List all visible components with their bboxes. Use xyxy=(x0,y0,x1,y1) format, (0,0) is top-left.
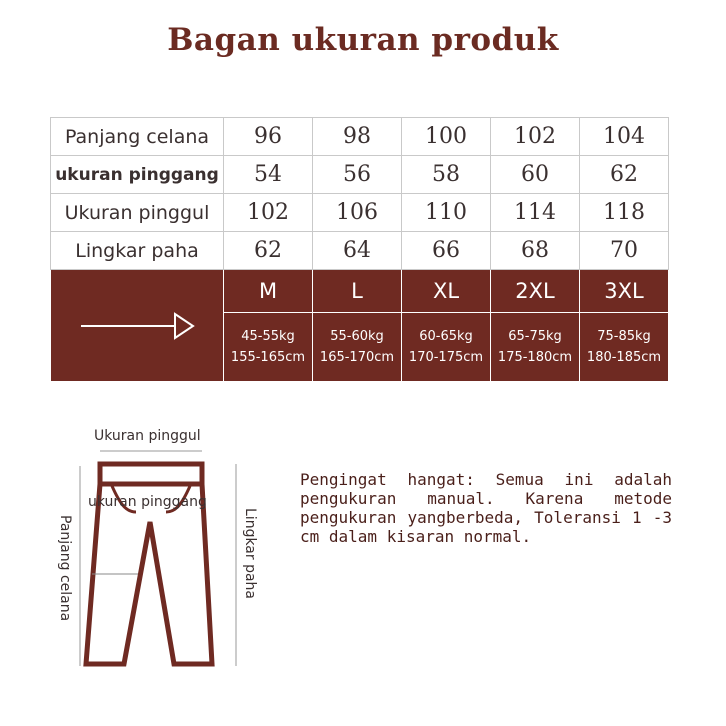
fit-cell xyxy=(224,313,313,382)
row-label-thigh: Lingkar paha xyxy=(51,232,224,270)
cell-value: 64 xyxy=(313,232,402,270)
cell-value: 70 xyxy=(580,232,669,270)
cell-value: 102 xyxy=(491,118,580,156)
table-row xyxy=(51,118,669,156)
height-range: 175-180cm xyxy=(497,350,573,365)
height-range: 180-185cm xyxy=(586,350,662,365)
pants-icon xyxy=(50,420,270,680)
table-row xyxy=(51,194,669,232)
fit-cell xyxy=(580,313,669,382)
row-label-length: Panjang celana xyxy=(51,118,224,156)
cell-value: 106 xyxy=(313,194,402,232)
cell-value: 66 xyxy=(402,232,491,270)
size-label: 2XL xyxy=(491,270,580,313)
size-label: L xyxy=(313,270,402,313)
cell-value: 56 xyxy=(313,156,402,194)
cell-value: 118 xyxy=(580,194,669,232)
size-label: M xyxy=(224,270,313,313)
height-range: 155-165cm xyxy=(230,350,306,365)
cell-value: 62 xyxy=(224,232,313,270)
care-note: Pengingat hangat: Semua ini adalah pengukuran manual. Karena metode pengukuran yangberbeda, Toleransi 1 -3 cm dalam kisaran normal. xyxy=(300,470,672,546)
row-label-hip: Ukuran pinggul xyxy=(51,194,224,232)
arrow-cell xyxy=(51,270,224,382)
size-chart-table xyxy=(50,117,669,382)
weight-range: 55-60kg xyxy=(330,329,384,344)
length-label: Panjang celana xyxy=(57,515,73,622)
cell-value: 96 xyxy=(224,118,313,156)
fit-cell xyxy=(313,313,402,382)
weight-range: 60-65kg xyxy=(419,329,473,344)
waist-label: ukuran pinggang xyxy=(88,494,207,510)
thigh-label: Lingkar paha xyxy=(242,508,258,600)
cell-value: 104 xyxy=(580,118,669,156)
cell-value: 54 xyxy=(224,156,313,194)
cell-value: 114 xyxy=(491,194,580,232)
row-label-waist: ukuran pinggang xyxy=(51,156,224,194)
hip-label: Ukuran pinggul xyxy=(94,428,201,444)
fit-cell xyxy=(402,313,491,382)
cell-value: 98 xyxy=(313,118,402,156)
weight-range: 45-55kg xyxy=(241,329,295,344)
cell-value: 100 xyxy=(402,118,491,156)
cell-value: 102 xyxy=(224,194,313,232)
size-label: 3XL xyxy=(580,270,669,313)
cell-value: 68 xyxy=(491,232,580,270)
page-title: Bagan ukuran produk xyxy=(167,22,559,58)
height-range: 170-175cm xyxy=(408,350,484,365)
size-label: XL xyxy=(402,270,491,313)
height-range: 165-170cm xyxy=(319,350,395,365)
weight-range: 75-85kg xyxy=(597,329,651,344)
weight-range: 65-75kg xyxy=(508,329,562,344)
cell-value: 60 xyxy=(491,156,580,194)
cell-value: 58 xyxy=(402,156,491,194)
cell-value: 110 xyxy=(402,194,491,232)
size-row xyxy=(51,270,669,313)
arrow-right-icon xyxy=(77,309,197,343)
pants-diagram xyxy=(50,420,270,680)
fit-cell xyxy=(491,313,580,382)
table-row xyxy=(51,232,669,270)
table-row xyxy=(51,156,669,194)
cell-value: 62 xyxy=(580,156,669,194)
